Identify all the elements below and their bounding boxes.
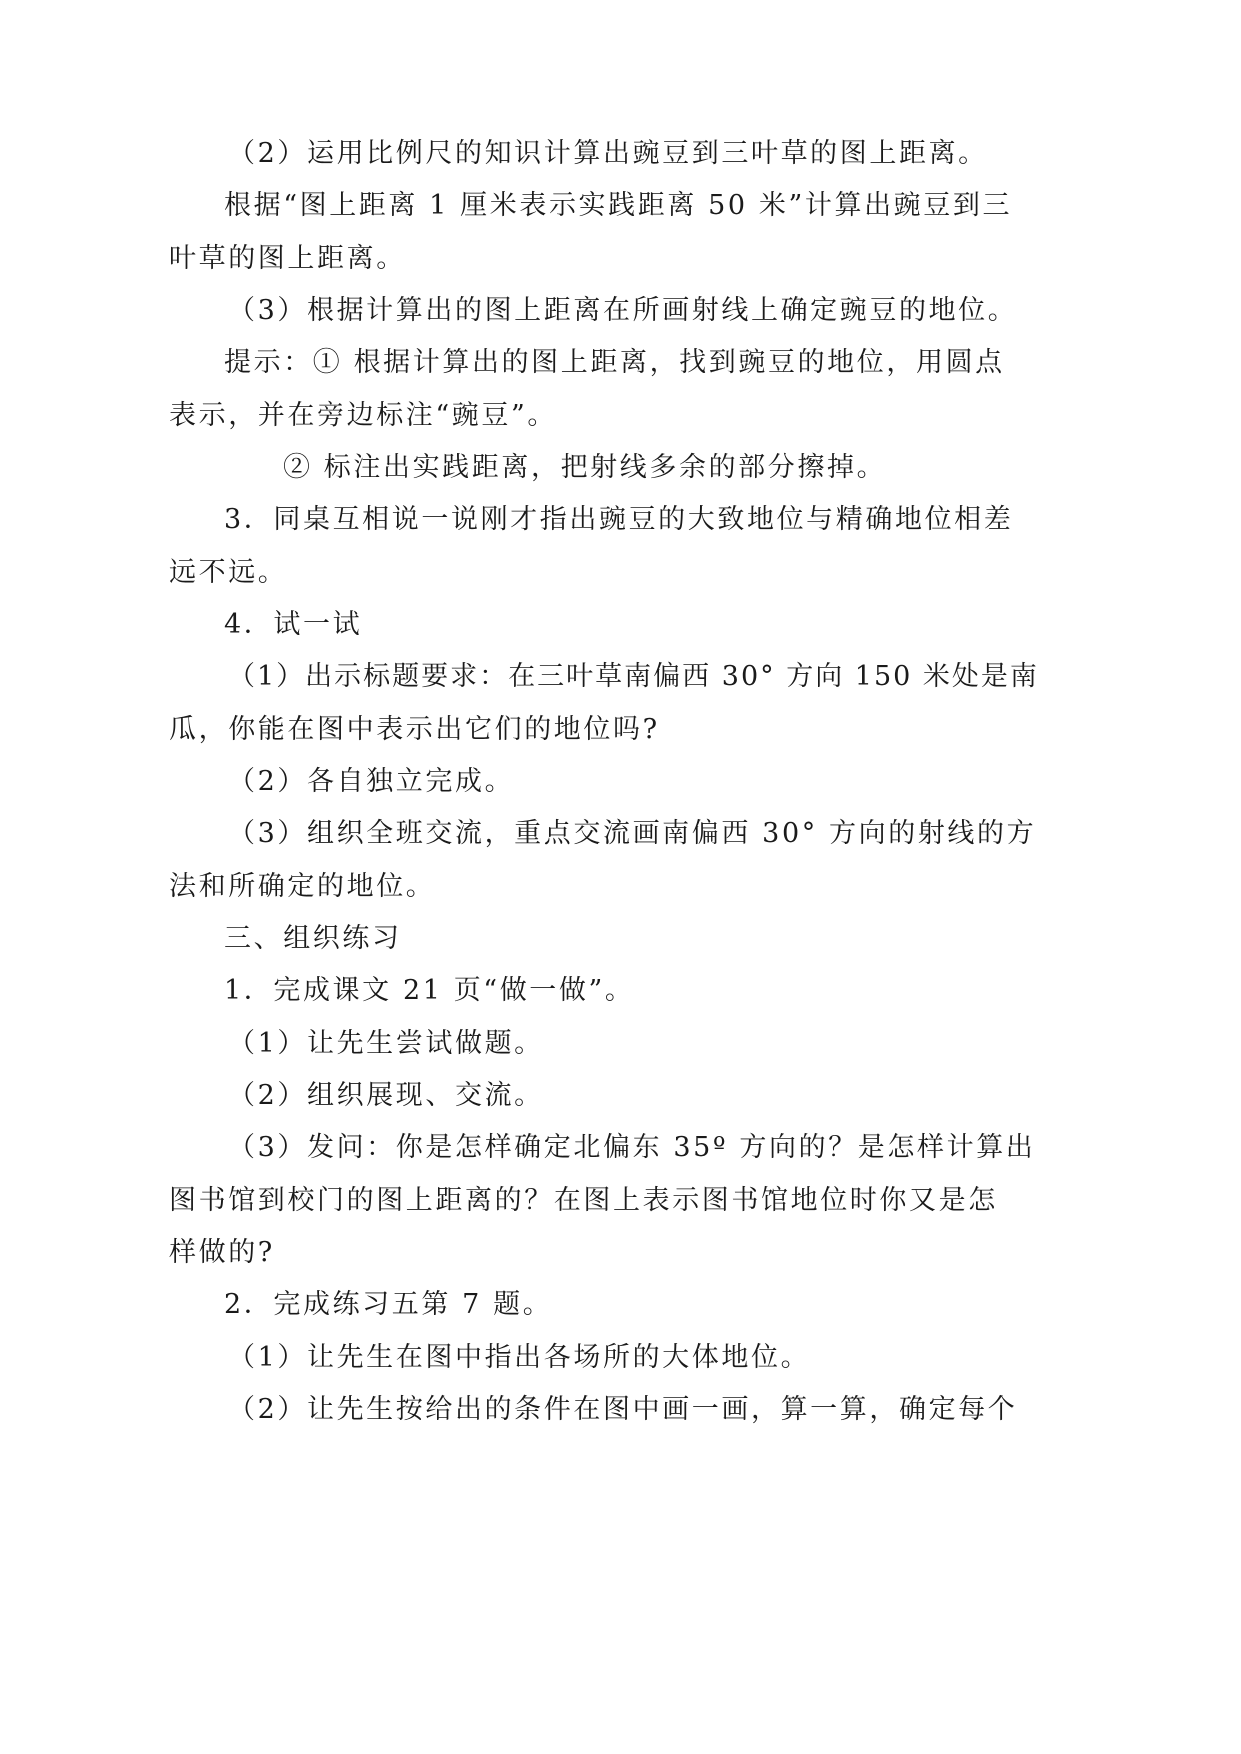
- text-line-19: （2）组织展现、交流。: [228, 1080, 544, 1111]
- text-line-24: （1）让先生在图中指出各场所的大体地位。: [228, 1342, 811, 1373]
- text-line-4: （3）根据计算出的图上距离在所画射线上确定豌豆的地位。: [228, 295, 1018, 326]
- text-line-11: （1）出示标题要求：在三叶草南偏西 30° 方向 150 米处是南: [228, 661, 1039, 692]
- text-line-25: （2）让先生按给出的条件在图中画一画，算一算，确定每个: [228, 1394, 1018, 1425]
- text-line-15: 法和所确定的地位。: [169, 871, 436, 902]
- text-line-8: 3．同桌互相说一说刚才指出豌豆的大致地位与精确地位相差: [224, 504, 1014, 535]
- section-heading: 三、组织练习: [224, 923, 402, 954]
- text-line-14: （3）组织全班交流，重点交流画南偏西 30° 方向的射线的方: [228, 818, 1037, 849]
- text-line-17: 1．完成课文 21 页“做一做”。: [224, 975, 635, 1006]
- text-line-22: 样做的?: [169, 1237, 275, 1268]
- text-line-20: （3）发问：你是怎样确定北偏东 35º 方向的？是怎样计算出: [228, 1132, 1036, 1163]
- text-line-21: 图书馆到校门的图上距离的？在图上表示图书馆地位时你又是怎: [169, 1185, 998, 1216]
- text-line-5: 提示：① 根据计算出的图上距离，找到豌豆的地位，用圆点: [224, 347, 1005, 378]
- text-line-18: （1）让先生尝试做题。: [228, 1028, 544, 1059]
- text-line-6: 表示，并在旁边标注“豌豆”。: [169, 400, 558, 431]
- text-line-9: 远不远。: [169, 557, 288, 588]
- text-line-23: 2．完成练习五第 7 题。: [224, 1289, 553, 1320]
- text-line-13: （2）各自独立完成。: [228, 766, 515, 797]
- text-line-7: ② 标注出实践距离，把射线多余的部分擦掉。: [283, 452, 887, 483]
- text-line-2: 根据“图上距离 1 厘米表示实践距离 50 米”计算出豌豆到三: [224, 190, 1013, 221]
- text-line-10: 4．试一试: [224, 609, 363, 640]
- text-line-12: 瓜，你能在图中表示出它们的地位吗?: [169, 714, 660, 745]
- text-line-1: （2）运用比例尺的知识计算出豌豆到三叶草的图上距离。: [228, 138, 988, 169]
- text-line-3: 叶草的图上距离。: [169, 243, 406, 274]
